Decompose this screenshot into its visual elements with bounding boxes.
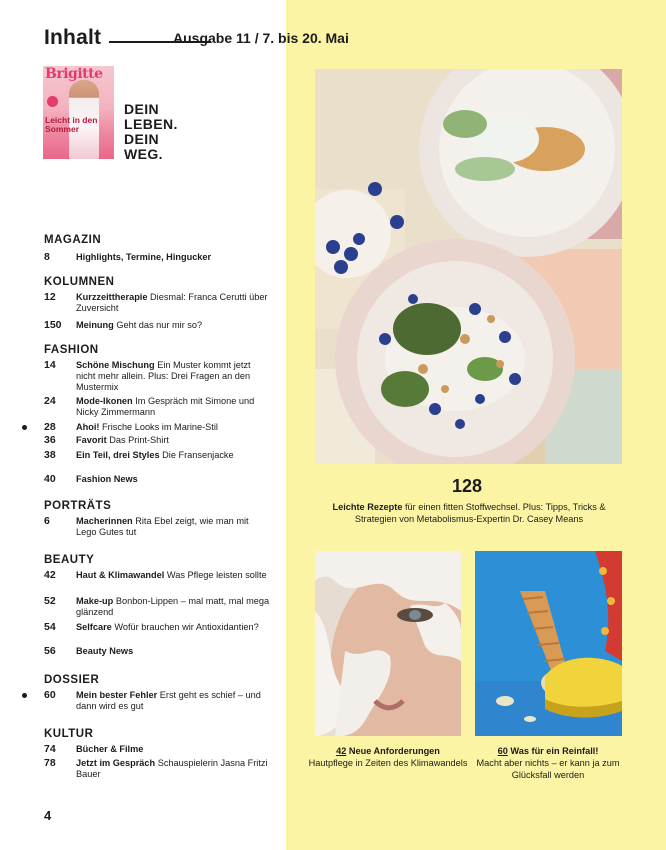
toc-page-number: 60 — [44, 689, 56, 701]
toc-page-number: 8 — [44, 251, 50, 263]
toc-entry-title: Make-up — [76, 596, 114, 606]
feature-right-caption — [468, 745, 628, 781]
section-heading: BEAUTY — [44, 554, 95, 566]
toc-page-number: 52 — [44, 595, 56, 607]
cover-badge — [47, 96, 58, 107]
toc-entry-title: Haut & Klimawandel — [76, 570, 165, 580]
toc-entry-text — [76, 320, 271, 331]
toc-page-number: 78 — [44, 757, 56, 769]
slogan-line: DEIN — [124, 131, 160, 147]
slogan-line: LEBEN. — [124, 116, 178, 132]
toc-entry-description: Erst geht es schief – und dann wird es gut — [76, 690, 261, 711]
toc-page-number: 74 — [44, 743, 56, 755]
toc-entry-description: Die Fransenjacke — [162, 450, 234, 460]
section-heading: DOSSIER — [44, 674, 100, 686]
section-heading: FASHION — [44, 344, 99, 356]
toc-page-number: 36 — [44, 434, 56, 446]
toc-entry-description: Ein Muster kommt jetzt nicht mehr allein. Plus: Drei Fragen an den Mustermix — [76, 360, 251, 392]
feature-left-caption — [308, 745, 468, 769]
toc-entry-description: Im Gespräch mit Simone und Nicky Zimmermann — [76, 396, 255, 417]
feature-caption — [313, 501, 625, 525]
toc-page-number: 24 — [44, 395, 56, 407]
feature-page-number[interactable]: 128 — [452, 476, 483, 496]
toc-entry-text — [76, 292, 271, 314]
toc-entry-text — [76, 690, 271, 712]
feature-left-number[interactable]: 42 — [336, 746, 347, 756]
toc-page-number: 6 — [44, 515, 50, 527]
feature-title[interactable]: Leichte Rezepte — [332, 502, 403, 512]
toc-entry-text — [76, 435, 271, 446]
food-photo[interactable] — [315, 69, 622, 464]
toc-page-number: 28 — [44, 421, 56, 433]
toc-entry-title: Meinung — [76, 320, 114, 330]
toc-entry-text — [76, 744, 271, 755]
toc-entry-title: Bücher & Filme — [76, 744, 144, 754]
toc-entry-title: Mode-Ikonen — [76, 396, 133, 406]
food-illustration — [315, 69, 622, 464]
toc-page-number: 54 — [44, 621, 56, 633]
toc-page-number: 14 — [44, 359, 56, 371]
toc-entry-text — [76, 252, 271, 263]
feature-right-title[interactable]: Was für ein Reinfall! — [510, 746, 599, 756]
slogan — [124, 102, 178, 162]
feature-description: für einen fitten Stoffwechsel. Plus: Tipps, Tricks & Strategien von Metabolismus-Expertin Dr. Casey Means — [354, 502, 606, 524]
face-illustration — [315, 551, 461, 736]
magazine-cover-thumbnail[interactable] — [43, 66, 114, 159]
toc-entry-description: Das Print-Shirt — [109, 435, 169, 445]
toc-entry-title: Beauty News — [76, 646, 134, 656]
toc-entry-title: Schöne Mischung — [76, 360, 155, 370]
toc-entry-text — [76, 758, 271, 780]
toc-entry-text — [76, 360, 271, 393]
page-header — [44, 26, 644, 52]
ice-cream-illustration — [475, 551, 622, 736]
toc-page-number: 56 — [44, 645, 56, 657]
toc-page-number: 12 — [44, 291, 56, 303]
feature-left-title[interactable]: Neue Anforderungen — [348, 746, 440, 756]
bullet-marker — [22, 425, 27, 430]
bullet-marker — [22, 693, 27, 698]
page-number: 4 — [44, 808, 52, 823]
toc-entry-description: Schauspielerin Jasna Fritzi Bauer — [76, 758, 268, 779]
cover-headline: Leicht in den Sommer — [45, 115, 98, 134]
section-heading: KOLUMNEN — [44, 276, 115, 288]
toc-entry-text — [76, 474, 271, 485]
toc-entry-title: Kurzzeittherapie — [76, 292, 148, 302]
toc-entry-description: Diesmal: Franca Cerutti über Zuversicht — [76, 292, 268, 313]
toc-entry-text — [76, 396, 271, 418]
feature-right-description: Macht aber nichts – er kann ja zum Glücksfall werden — [476, 758, 620, 780]
toc-entry-text — [76, 516, 271, 538]
toc-page-number: 42 — [44, 569, 56, 581]
toc-entry-title: Favorit — [76, 435, 107, 445]
toc-entry-text — [76, 570, 271, 581]
toc-entry-title: Jetzt im Gespräch — [76, 758, 156, 768]
toc-entry-description: Bonbon-Lippen – mal matt, mal mega glänzend — [76, 596, 270, 617]
toc-entry-title: Selfcare — [76, 622, 112, 632]
toc-entry-title: Mein bester Fehler — [76, 690, 158, 700]
ice-cream-photo[interactable] — [475, 551, 622, 736]
toc-entry-title: Highlights, Termine, Hingucker — [76, 252, 212, 262]
slogan-line: DEIN — [124, 101, 160, 117]
toc-entry-description: Wofür brauchen wir Antioxidantien? — [114, 622, 259, 632]
section-heading: PORTRÄTS — [44, 500, 112, 512]
slogan-line: WEG. — [124, 146, 163, 162]
feature-left-description: Hautpflege in Zeiten des Klimawandels — [308, 758, 468, 768]
toc-entry-description: Was Pflege leisten sollte — [166, 570, 267, 580]
toc-entry-description: Frische Looks im Marine-Stil — [102, 422, 218, 432]
toc-entry-title: Ein Teil, drei Styles — [76, 450, 160, 460]
toc-entry-text — [76, 422, 271, 433]
section-heading: MAGAZIN — [44, 234, 102, 246]
skincare-photo[interactable] — [315, 551, 461, 736]
section-heading: KULTUR — [44, 728, 94, 740]
toc-entry-text — [76, 622, 271, 633]
toc-page-number: 38 — [44, 449, 56, 461]
toc-page-number: 150 — [44, 319, 62, 331]
toc-entry-description: Geht das nur mir so? — [116, 320, 203, 330]
toc-entry-text — [76, 596, 271, 618]
toc-entry-title: Macherinnen — [76, 516, 133, 526]
toc-entry-description: Rita Ebel zeigt, wie man mit Lego Gutes tut — [76, 516, 249, 537]
toc-entry-title: Ahoi! — [76, 422, 100, 432]
page-title: Inhalt — [44, 26, 102, 49]
toc-entry-title: Fashion News — [76, 474, 138, 484]
issue-info: Ausgabe 11 / 7. bis 20. Mai — [173, 30, 349, 46]
toc-page-number: 40 — [44, 473, 56, 485]
toc-entry-text — [76, 646, 271, 657]
toc-entry-text — [76, 450, 271, 461]
feature-right-number[interactable]: 60 — [497, 746, 508, 756]
cover-logo: Brigitte — [45, 66, 103, 82]
